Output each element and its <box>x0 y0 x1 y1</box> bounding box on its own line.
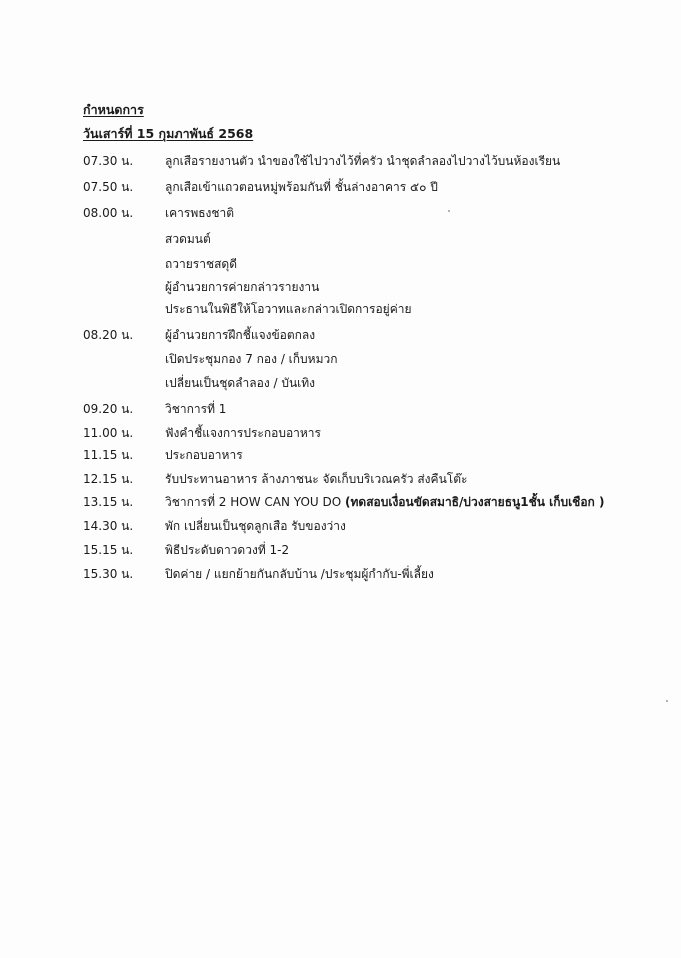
row-activity: พิธีประดับดาวดวงที่ 1-2 <box>165 543 290 557</box>
row-activity: ประธานในพิธีให้โอวาทและกล่าวเปิดการอยู่ค่าย <box>165 302 412 316</box>
row-activity: เคารพธงชาติ <box>165 206 235 220</box>
row-activity <box>165 493 604 512</box>
row-activity: พัก เปลี่ยนเป็นชุดลูกเสือ รับของว่าง <box>165 519 346 533</box>
row-activity: ลูกเสือเข้าแถวตอนหมู่พร้อมกันที่ ชั้นล่างอาคาร ๕๐ ปี <box>165 180 438 194</box>
row-activity-bold: (ทดสอบเงื่อนขัดสมาธิ/บ่วงสายธนู1ชั้น เก็บเชือก ) <box>345 495 605 509</box>
row-activity: ฟังคำชี้แจงการประกอบอาหาร <box>165 426 321 440</box>
row-activity: รับประทานอาหาร ล้างภาชนะ จัดเก็บบริเวณครัว ส่งคืนโต๊ะ <box>165 472 468 486</box>
row-time: 07.50 น. <box>83 180 134 194</box>
row-activity: ถวายราชสดุดี <box>165 257 238 271</box>
schedule-title: กำหนดการ <box>83 102 144 117</box>
row-activity: ผู้อำนวยการฝึกชี้แจงข้อตกลง <box>165 328 316 342</box>
row-time: 07.30 น. <box>83 154 134 168</box>
row-activity: วิชาการที่ 1 <box>165 402 227 416</box>
scan-speck <box>666 700 668 702</box>
row-time: 15.30 น. <box>83 567 134 581</box>
row-time: 12.15 น. <box>83 472 134 486</box>
row-time: 14.30 น. <box>83 519 134 533</box>
row-time: 11.15 น. <box>83 448 134 462</box>
row-time: 08.20 น. <box>83 328 134 342</box>
scan-speck <box>448 210 450 212</box>
row-activity-plain: วิชาการที่ 2 HOW CAN YOU DO <box>165 495 345 509</box>
row-activity: เปิดประชุมกอง 7 กอง / เก็บหมวก <box>165 352 338 366</box>
row-activity: ปิดค่าย / แยกย้ายกันกลับบ้าน /ประชุมผู้กำกับ-พี่เลี้ยง <box>165 567 434 581</box>
row-time: 09.20 น. <box>83 402 134 416</box>
row-time: 13.15 น. <box>83 495 134 509</box>
row-activity: ประกอบอาหาร <box>165 448 243 462</box>
row-activity: ผู้อำนวยการค่ายกล่าวรายงาน <box>165 280 320 294</box>
schedule-date: วันเสาร์ที่ 15 กุมภาพันธ์ 2568 <box>83 126 254 141</box>
row-activity: สวดมนต์ <box>165 232 211 246</box>
row-activity: เปลี่ยนเป็นชุดลำลอง / บันเทิง <box>165 376 316 390</box>
row-time: 11.00 น. <box>83 426 134 440</box>
row-activity: ลูกเสือรายงานตัว นำของใช้ไปวางไว้ที่ครัว นำชุดลำลองไปวางไว้บนห้องเรียน <box>165 154 561 168</box>
row-time: 15.15 น. <box>83 543 134 557</box>
row-time: 08.00 น. <box>83 206 134 220</box>
